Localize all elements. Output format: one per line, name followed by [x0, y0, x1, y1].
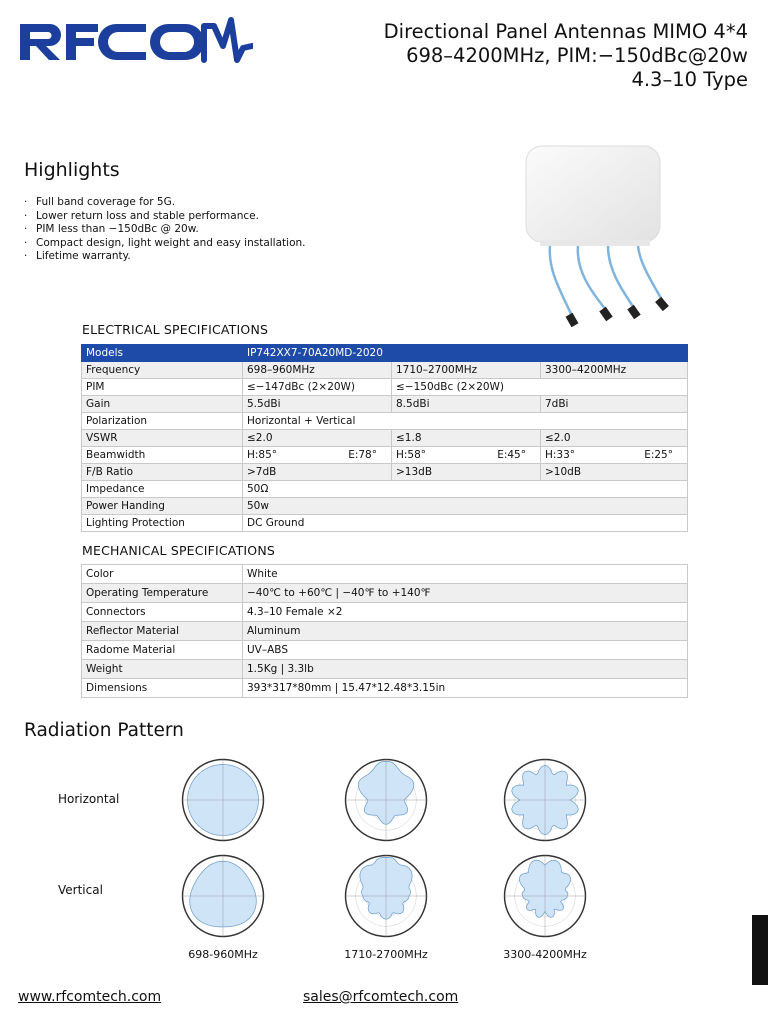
beamwidth-h: H:33°: [545, 449, 576, 461]
mech-value: 393*317*80mm | 15.47*12.48*3.15in: [243, 679, 688, 698]
fb-ratio-value: >10dB: [541, 464, 688, 481]
vswr-value: ≤2.0: [541, 430, 688, 447]
pim-value: ≤−147dBc (2×20W): [243, 379, 392, 396]
radiation-pattern-heading: Radiation Pattern: [24, 720, 184, 741]
email-link[interactable]: sales@rfcomtech.com: [303, 989, 459, 1005]
table-row: [82, 345, 688, 362]
vertical-label: Vertical: [58, 883, 103, 897]
title-line-1: Directional Panel Antennas MIMO 4*4: [383, 20, 748, 43]
rfcom-logo: [18, 16, 253, 72]
lighting-label: Lighting Protection: [82, 515, 243, 532]
beamwidth-label: Beamwidth: [82, 447, 243, 464]
freq-label: 3300-4200MHz: [503, 948, 587, 961]
models-label: Models: [82, 345, 243, 362]
title-line-3: 4.3–10 Type: [631, 68, 748, 91]
frequency-label: Frequency: [82, 362, 243, 379]
mech-label: Reflector Material: [82, 622, 243, 641]
vswr-label: VSWR: [82, 430, 243, 447]
mech-value: −40℃ to +60℃ | −40℉ to +140℉: [243, 584, 688, 603]
table-row: [82, 396, 688, 413]
vswr-value: ≤2.0: [243, 430, 392, 447]
table-row: [82, 430, 688, 447]
vswr-value: ≤1.8: [392, 430, 541, 447]
gain-value: 8.5dBi: [392, 396, 541, 413]
polar-pattern-icon: [499, 850, 591, 942]
electrical-heading: ELECTRICAL SPECIFICATIONS: [82, 322, 269, 337]
mechanical-spec-table: [81, 564, 688, 698]
list-item: · PIM less than −150dBc @ 20w.: [24, 223, 306, 237]
mech-label: Color: [82, 565, 243, 584]
list-item: · Full band coverage for 5G.: [24, 196, 306, 210]
power-value: 50w: [243, 498, 688, 515]
highlights-heading: Highlights: [24, 159, 120, 181]
mech-label: Weight: [82, 660, 243, 679]
power-label: Power Handing: [82, 498, 243, 515]
beamwidth-value: [243, 447, 392, 464]
mech-label: Operating Temperature: [82, 584, 243, 603]
polar-pattern-icon: [177, 850, 269, 942]
beamwidth-e: E:25°: [644, 449, 673, 461]
polarization-value: Horizontal + Vertical: [243, 413, 688, 430]
title-line-2: 698–4200MHz, PIM:−150dBc@20w: [406, 44, 748, 67]
mech-label: Radome Material: [82, 641, 243, 660]
list-item: · Compact design, light weight and easy installation.: [24, 237, 306, 251]
table-row: [82, 584, 688, 603]
beamwidth-h: H:58°: [396, 449, 427, 461]
website-link[interactable]: www.rfcomtech.com: [18, 989, 162, 1005]
fb-ratio-value: >7dB: [243, 464, 392, 481]
table-row: [82, 447, 688, 464]
impedance-label: Impedance: [82, 481, 243, 498]
fb-ratio-label: F/B Ratio: [82, 464, 243, 481]
table-row: [82, 641, 688, 660]
lighting-value: DC Ground: [243, 515, 688, 532]
highlights-list: [24, 196, 306, 264]
table-row: [82, 622, 688, 641]
frequency-value: 3300–4200MHz: [541, 362, 688, 379]
polarization-label: Polarization: [82, 413, 243, 430]
gain-value: 7dBi: [541, 396, 688, 413]
table-row: [82, 362, 688, 379]
polar-pattern-icon: [499, 754, 591, 846]
side-tab: [752, 915, 768, 985]
beamwidth-e: E:78°: [348, 449, 377, 461]
mech-label: Connectors: [82, 603, 243, 622]
list-item: · Lifetime warranty.: [24, 250, 306, 264]
list-item: · Lower return loss and stable performance.: [24, 210, 306, 224]
mech-value: UV–ABS: [243, 641, 688, 660]
mech-value: 4.3–10 Female ×2: [243, 603, 688, 622]
mech-label: Dimensions: [82, 679, 243, 698]
beamwidth-value: [392, 447, 541, 464]
table-row: [82, 565, 688, 584]
fb-ratio-value: >13dB: [392, 464, 541, 481]
gain-value: 5.5dBi: [243, 396, 392, 413]
electrical-spec-table: [81, 344, 688, 532]
table-row: [82, 379, 688, 396]
gain-label: Gain: [82, 396, 243, 413]
table-row: [82, 515, 688, 532]
pim-label: PIM: [82, 379, 243, 396]
beamwidth-h: H:85°: [247, 449, 278, 461]
frequency-value: 1710–2700MHz: [392, 362, 541, 379]
mech-value: 1.5Kg | 3.3lb: [243, 660, 688, 679]
mechanical-heading: MECHANICAL SPECIFICATIONS: [82, 543, 276, 558]
freq-label: 1710-2700MHz: [344, 948, 428, 961]
polar-pattern-icon: [340, 754, 432, 846]
mech-value: White: [243, 565, 688, 584]
table-row: [82, 679, 688, 698]
frequency-value: 698–960MHz: [243, 362, 392, 379]
impedance-value: 50Ω: [243, 481, 688, 498]
table-row: [82, 660, 688, 679]
polar-pattern-icon: [340, 850, 432, 942]
table-row: [82, 464, 688, 481]
table-row: [82, 481, 688, 498]
freq-label: 698-960MHz: [188, 948, 258, 961]
pim-value: ≤−150dBc (2×20W): [392, 379, 688, 396]
mech-value: Aluminum: [243, 622, 688, 641]
horizontal-label: Horizontal: [58, 792, 120, 806]
polar-pattern-icon: [177, 754, 269, 846]
beamwidth-value: [541, 447, 688, 464]
table-row: [82, 413, 688, 430]
table-row: [82, 603, 688, 622]
antenna-product-image: [520, 140, 690, 330]
product-title: [384, 20, 748, 92]
beamwidth-e: E:45°: [497, 449, 526, 461]
models-value: IP742XX7-70A20MD-2020: [243, 345, 688, 362]
table-row: [82, 498, 688, 515]
